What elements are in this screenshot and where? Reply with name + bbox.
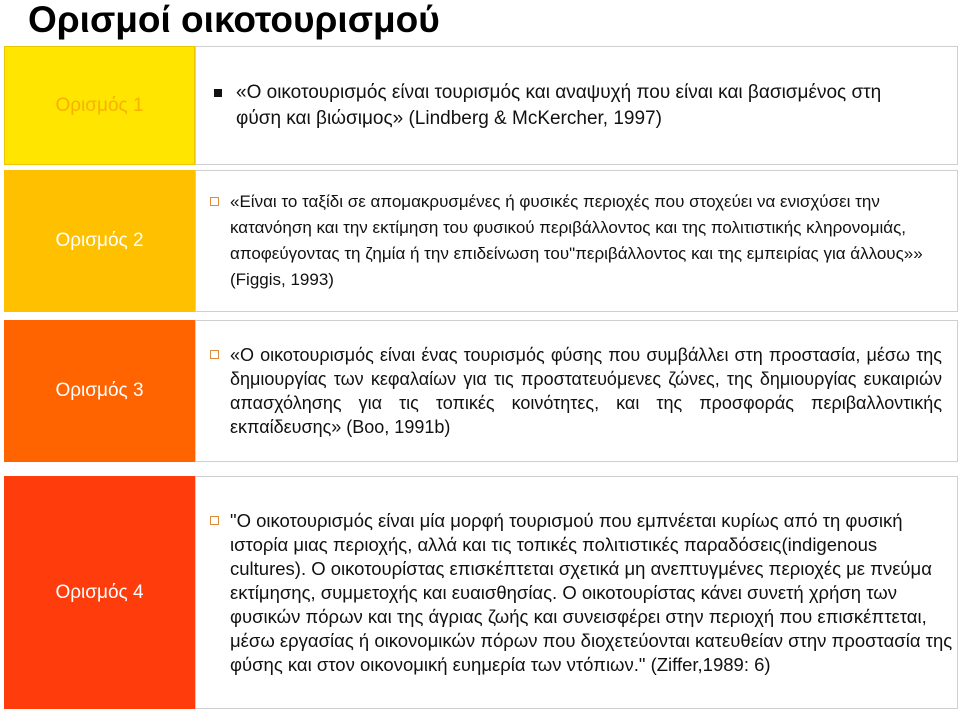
definition-3-label: Ορισμός 3 xyxy=(4,320,195,462)
definition-2-label: Ορισμός 2 xyxy=(4,170,195,312)
definition-row-3 xyxy=(4,320,958,462)
hollow-square-bullet-icon xyxy=(210,197,219,206)
hollow-square-bullet-icon xyxy=(210,516,219,525)
definition-3-content xyxy=(195,320,958,462)
square-bullet-icon xyxy=(214,89,222,97)
definition-2-content xyxy=(195,170,958,312)
definition-2-text: «Είναι το ταξίδι σε απομακρυσμένες ή φυσικές περιοχές που στοχεύει να ενισχύσει την κατανόηση και την εκτίμηση του φυσικού περιβάλλοντος και της πολιτιστικής κληρονομιάς, αποφεύγοντας τη ζημία ή την επιδείνωση του"περιβάλλοντος και της εμπειρίας για άλλους»» (Figgis, 1993) xyxy=(230,192,923,289)
definition-4-content xyxy=(195,476,958,709)
definition-3-text: «Ο οικοτουρισμός είναι ένας τουρισμός φύσης που συμβάλλει στη προστασία, μέσω της δημιουργίας των κεφαλαίων για τις προστατευόμενες ζώνες, της δημιουργίας ευκαιριών απασχόλησης για τις τοπικές κοινότητες, και της προσφοράς περιβαλλοντικής εκπαίδευσης» (Boo, 1991b) xyxy=(230,345,942,437)
definition-1-item xyxy=(214,80,926,132)
definition-4-text: "Ο οικοτουρισμός είναι μία μορφή τουρισμού που εμπνέεται κυρίως από τη φυσική ιστορία μιας περιοχής, αλλά και τις τοπικές πολιτιστικές παραδόσεις(indigenous cultures). Ο οικοτουρίστας επισκέπτεται σχετικά μη ανεπτυγμένες περιοχές με πνεύμα εκτίμησης, συμμετοχής και ευαισθησίας. Ο οικοτουρίστας κάνει συνετή χρήση των φυσικών πόρων και της άγριας ζωής και συνεισφέρει στην περιοχή που επισκέπτεται, μέσω εργασίας ή οικονομικών πόρων που διοχετεύονται κατευθείαν στην προστασία της φύσης και στον οικονομική ευημερία των ντόπιων." (Ziffer,1989: 6) xyxy=(230,509,953,675)
definition-1-label: Ορισμός 1 xyxy=(4,46,195,165)
definition-2-item xyxy=(210,189,950,293)
definition-row-2 xyxy=(4,170,958,312)
definition-4-item xyxy=(210,509,958,677)
definition-1-content xyxy=(195,46,958,165)
definition-4-label: Ορισμός 4 xyxy=(4,476,195,709)
definition-3-item xyxy=(210,343,942,439)
page-title: Ορισμοί οικοτουρισμού xyxy=(28,0,440,40)
hollow-square-bullet-icon xyxy=(210,350,219,359)
definition-1-text: «Ο οικοτουρισμός είναι τουρισμός και αναψυχή που είναι και βασισμένος στη φύση και βιώσιμος» (Lindberg & McKercher, 1997) xyxy=(236,81,882,129)
definition-row-1 xyxy=(4,46,958,165)
definition-row-4 xyxy=(4,476,958,709)
